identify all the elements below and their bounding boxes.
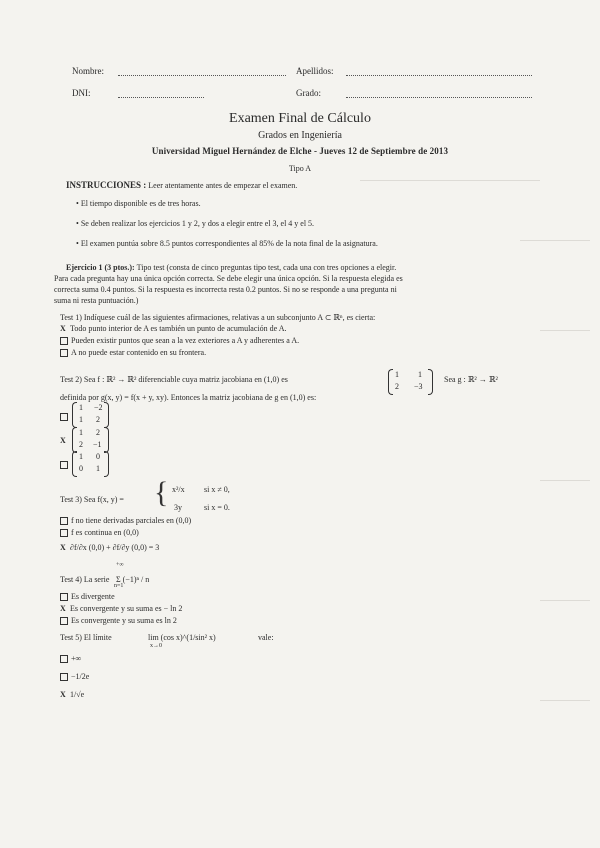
checked-box-icon: X — [60, 436, 66, 445]
test5-option-1[interactable] — [60, 654, 81, 663]
bleed-through-mark — [540, 330, 590, 331]
page-subtitle: Grados en Ingeniería — [258, 130, 342, 141]
test1-option-3[interactable] — [60, 348, 206, 357]
opt2-a12: 2 — [96, 428, 100, 437]
instruction-bullet-3: • El examen puntúa sobre 8.5 puntos correspondientes al 85% de la nota final de la asignatura. — [76, 239, 378, 248]
grado-field[interactable] — [346, 88, 532, 98]
instruction-bullet-2: • Se deben realizar los ejercicios 1 y 2, y dos a elegir entre el 3, el 4 y el 5. — [76, 219, 315, 228]
test4-option-1[interactable] — [60, 592, 115, 601]
test2-option-1-check[interactable] — [60, 412, 71, 421]
instructions-line — [66, 180, 297, 191]
checked-box-icon: X — [60, 604, 66, 613]
test3-option-3[interactable] — [60, 543, 159, 552]
test4-prefix: Test 4) La serie — [60, 575, 110, 584]
option-text: 1/√e — [70, 690, 85, 699]
option-text: ∂f/∂x (0,0) + ∂f/∂y (0,0) = 3 — [70, 543, 160, 552]
bleed-through-mark — [520, 240, 590, 241]
bleed-through-mark — [540, 600, 590, 601]
opt2-a22: −1 — [93, 440, 102, 449]
apellidos-field[interactable] — [346, 66, 532, 76]
exam-type: Tipo A — [288, 164, 312, 173]
test5-suffix: vale: — [258, 633, 274, 642]
matrix-bracket-left — [388, 369, 393, 395]
ejercicio1-heading: Ejercicio 1 (3 ptos.): — [66, 263, 135, 272]
checkbox-icon — [60, 673, 68, 681]
jacobian-a12: 1 — [418, 370, 422, 379]
bleed-through-mark — [540, 480, 590, 481]
opt1-a21: 1 — [79, 415, 83, 424]
bullet-text: El examen puntúa sobre 8.5 puntos correspondientes al 85% de la nota final de la asignatura. — [80, 239, 378, 248]
ejercicio1-line2: Para cada pregunta hay una única opción correcta. Se debe elegir una única opción. Si la respuesta elegida es — [54, 274, 403, 283]
opt3-a22: 1 — [96, 464, 100, 473]
checkbox-icon — [60, 517, 68, 525]
option-text: f no tiene derivadas parciales en (0,0) — [71, 516, 192, 525]
checkbox-icon — [60, 655, 68, 663]
test5-limit-sub: x→0 — [150, 643, 162, 649]
jacobian-a21: 2 — [395, 382, 399, 391]
jacobian-a11: 1 — [395, 370, 399, 379]
ejercicio1-line1 — [66, 262, 396, 273]
instructions-intro: Leer atentamente antes de empezar el examen. — [148, 181, 298, 190]
instruction-bullet-1: • El tiempo disponible es de tres horas. — [76, 199, 201, 208]
dni-field[interactable] — [118, 88, 204, 98]
test3-case2-cond: si x = 0. — [204, 503, 230, 512]
test1-question: Test 1) Indíquese cuál de las siguientes afirmaciones, relativas a un subconjunto A ⊂ ℝⁿ, es cierta: — [60, 313, 376, 322]
checkbox-icon — [60, 593, 68, 601]
test3-option-1[interactable] — [60, 516, 191, 525]
option-text: +∞ — [71, 654, 82, 663]
checked-box-icon: X — [60, 690, 66, 699]
test4-option-3[interactable] — [60, 616, 177, 625]
checkbox-icon — [60, 413, 68, 421]
checkbox-icon — [60, 337, 68, 345]
page-title: Examen Final de Cálculo — [229, 111, 371, 126]
opt1-a11: 1 — [79, 403, 83, 412]
option-text: Es convergente y su suma es ln 2 — [71, 616, 177, 625]
instructions-heading: INSTRUCCIONES : — [66, 180, 147, 190]
test4-option-2[interactable] — [60, 604, 182, 613]
test3-prefix: Test 3) Sea f(x, y) = — [60, 495, 124, 504]
university-line: Universidad Miguel Hernández de Elche - Jueves 12 de Septiembre de 2013 — [151, 146, 449, 156]
test2-option-2-check[interactable] — [60, 436, 70, 445]
ejercicio1-line3: correcta suma 0.4 puntos. Si la respuesta es incorrecta resta 0.2 puntos. Si no se responde a una pregunta ni — [54, 285, 397, 294]
sum-bottom: n=1 — [114, 583, 124, 589]
test3-case1-cond: si x ≠ 0, — [204, 485, 230, 494]
test2-option-3-check[interactable] — [60, 460, 71, 469]
ejercicio1-line4: suma ni resta puntuación.) — [54, 296, 139, 305]
checkbox-icon — [60, 529, 68, 537]
test1-option-1[interactable] — [60, 324, 287, 333]
bullet-text: Se deben realizar los ejercicios 1 y 2, y dos a elegir entre el 3, el 4 y el 5. — [80, 219, 315, 228]
test2-line1b: Sea g : ℝ² → ℝ² — [444, 375, 498, 384]
matrix-bracket-right — [428, 369, 433, 395]
matrix-bracket-right — [104, 427, 109, 453]
opt1-a22: 2 — [96, 415, 100, 424]
option-text: A no puede estar contenido en su frontera. — [71, 348, 207, 357]
test5-prefix: Test 5) El límite — [60, 633, 112, 642]
opt2-a11: 1 — [79, 428, 83, 437]
matrix-bracket-right — [104, 402, 109, 428]
jacobian-a22: −3 — [414, 382, 423, 391]
nombre-label: Nombre: — [72, 66, 104, 76]
checkbox-icon — [60, 461, 68, 469]
bullet-text: El tiempo disponible es de tres horas. — [80, 199, 201, 208]
option-text: −1/2e — [71, 672, 90, 681]
test2-line2: definida por g(x, y) = f(x + y, xy). Entonces la matriz jacobiana de g en (1,0) es: — [60, 393, 317, 402]
test1-option-2[interactable] — [60, 336, 299, 345]
matrix-bracket-left — [72, 402, 77, 428]
test5-option-3[interactable] — [60, 690, 84, 699]
opt3-a21: 0 — [79, 464, 83, 473]
test3-case2-expr: 3y — [174, 503, 182, 512]
checkbox-icon — [60, 617, 68, 625]
matrix-bracket-left — [72, 451, 77, 477]
test4-series: Σ (−1)ⁿ / n — [116, 575, 150, 584]
opt1-a12: −2 — [94, 403, 103, 412]
test2-line1: Test 2) Sea f : ℝ² → ℝ² diferenciable cuya matriz jacobiana en (1,0) es — [60, 375, 288, 384]
opt3-a12: 0 — [96, 452, 100, 461]
nombre-field[interactable] — [118, 66, 286, 76]
ejercicio1-text: Tipo test (consta de cinco preguntas tipo test, cada una con tres opciones a elegir. — [136, 263, 397, 272]
sum-top: +∞ — [116, 562, 124, 568]
option-text: f es continua en (0,0) — [71, 528, 139, 537]
bleed-through-mark — [540, 700, 590, 701]
opt3-a11: 1 — [79, 452, 83, 461]
left-brace-icon: { — [154, 476, 169, 509]
apellidos-label: Apellidos: — [296, 66, 334, 76]
grado-label: Grado: — [296, 88, 321, 98]
matrix-bracket-right — [104, 451, 109, 477]
test5-option-2[interactable] — [60, 672, 89, 681]
opt2-a21: 2 — [79, 440, 83, 449]
checkbox-icon — [60, 349, 68, 357]
option-text: Todo punto interior de A es también un punto de acumulación de A. — [70, 324, 287, 333]
test5-limit: lim (cos x)^(1/sin² x) — [148, 633, 216, 642]
option-text: Es convergente y su suma es − ln 2 — [70, 604, 183, 613]
bleed-through-mark — [360, 180, 540, 181]
checked-box-icon: X — [60, 543, 66, 552]
option-text: Es divergente — [71, 592, 115, 601]
option-text: Pueden existir puntos que sean a la vez exteriores a A y adherentes a A. — [71, 336, 300, 345]
test3-option-2[interactable] — [60, 528, 139, 537]
dni-label: DNI: — [72, 88, 91, 98]
checked-box-icon: X — [60, 324, 66, 333]
test3-case1-expr: x²/x — [172, 485, 185, 494]
matrix-bracket-left — [72, 427, 77, 453]
